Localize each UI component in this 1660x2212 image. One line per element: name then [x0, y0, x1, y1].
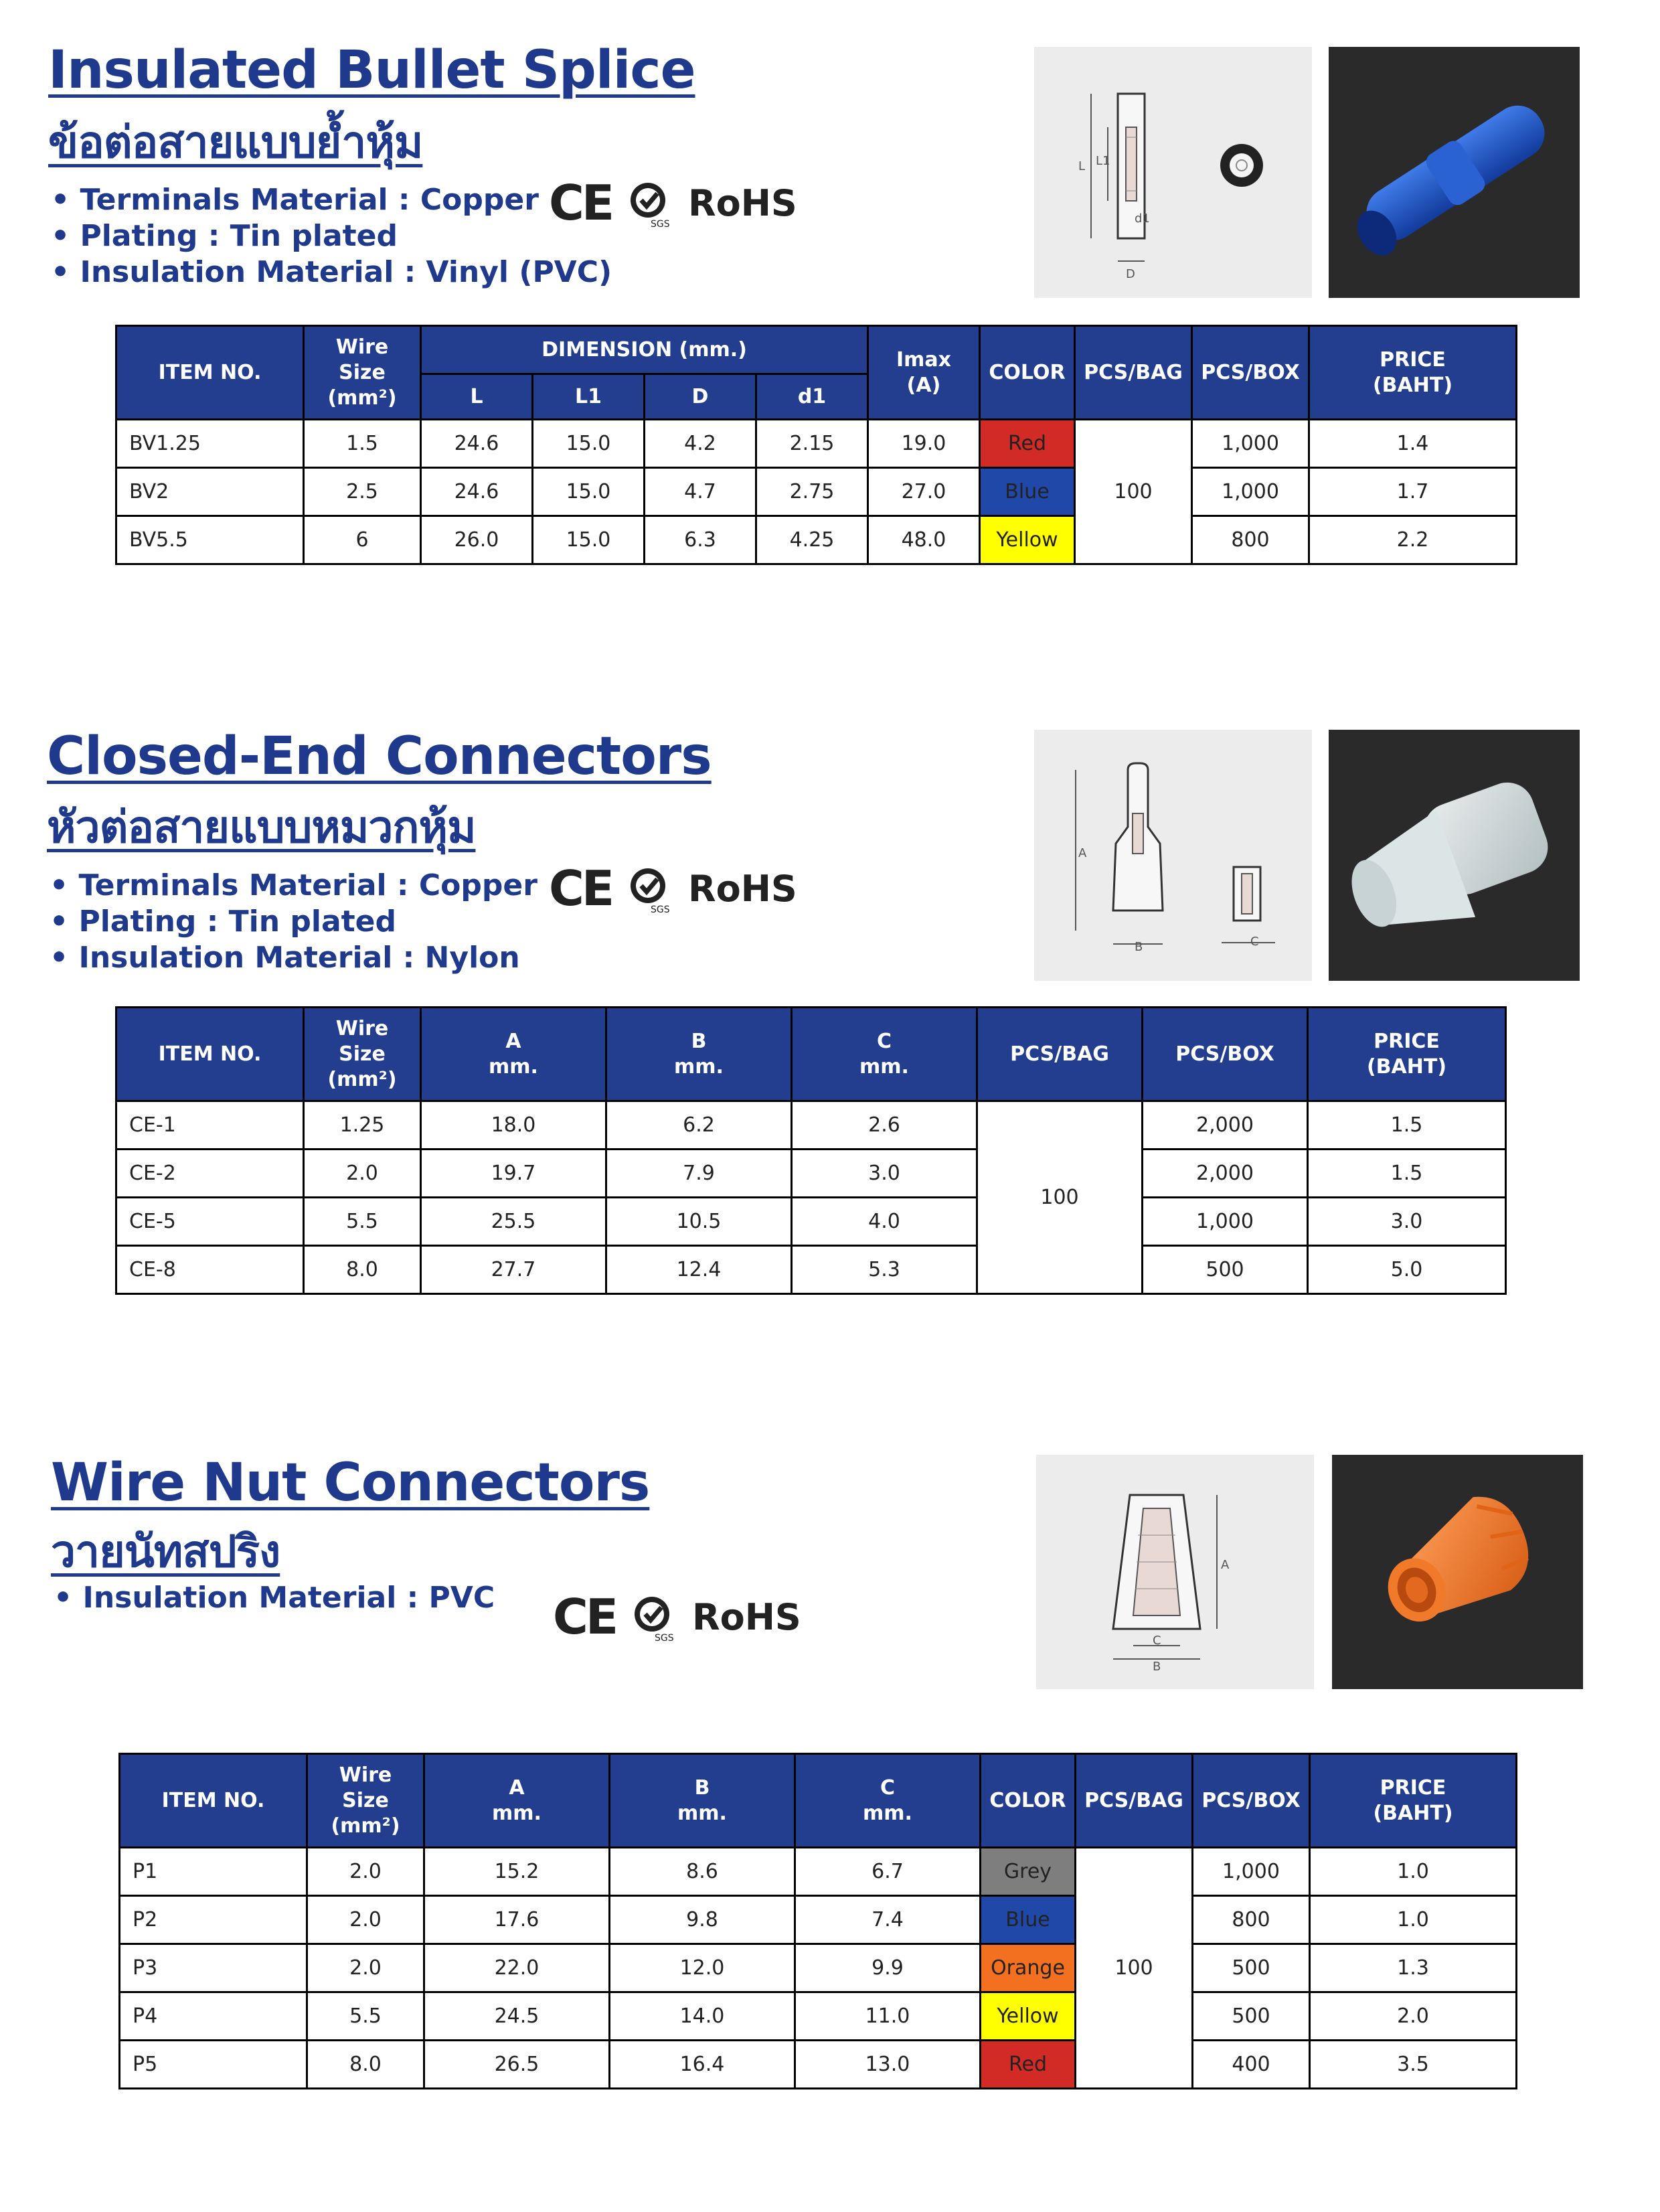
section-3-technical-drawing	[1036, 1455, 1314, 1689]
cell-pcs-box: 800	[1192, 516, 1309, 564]
cell-color: Yellow	[980, 516, 1075, 564]
sgs-label: SGS	[651, 219, 670, 230]
header-pcs-bag: PCS/BAG	[977, 1008, 1143, 1101]
cell-pcs-bag: 100	[977, 1101, 1143, 1294]
cell-pcs-box: 2,000	[1143, 1101, 1308, 1150]
header-pcs-box: PCS/BOX	[1193, 1754, 1310, 1848]
header-dim-l: L	[421, 374, 533, 420]
cell-item: P4	[120, 1992, 307, 2041]
cell-c: 4.0	[792, 1198, 977, 1246]
cell-b: 7.9	[606, 1150, 792, 1198]
cell-c: 2.6	[792, 1101, 977, 1150]
dim-label: D	[1126, 267, 1135, 281]
cell-price: 1.0	[1310, 1896, 1517, 1944]
spec-item: • Insulation Material : Vinyl (PVC)	[51, 254, 612, 291]
spec-item: • Terminals Material : Copper	[51, 182, 612, 218]
cell-imax: 48.0	[868, 516, 980, 564]
cell-color: Grey	[981, 1848, 1076, 1896]
spec-item: • Terminals Material : Copper	[50, 868, 537, 904]
cell-wire: 8.0	[307, 2041, 424, 2089]
section-2-spec-list	[50, 868, 537, 976]
table-row	[116, 1101, 1506, 1150]
dim-label: A	[1221, 1558, 1230, 1572]
table-row	[120, 1944, 1517, 1992]
header-item-no: ITEM NO.	[116, 1008, 304, 1101]
cell-item: BV2	[116, 468, 304, 516]
section-2-title-en: Closed-End Connectors	[47, 726, 712, 787]
header-dim-d1: d1	[756, 374, 868, 420]
cell-price: 1.4	[1309, 420, 1517, 468]
cell-wire: 8.0	[304, 1246, 421, 1294]
cell-l: 26.0	[421, 516, 533, 564]
cell-wire: 5.5	[307, 1992, 424, 2041]
cell-price: 5.0	[1308, 1246, 1506, 1294]
cell-b: 8.6	[610, 1848, 795, 1896]
cell-price: 2.2	[1309, 516, 1517, 564]
header-dimension: DIMENSION (mm.)	[421, 326, 868, 374]
cell-pcs-box: 1,000	[1143, 1198, 1308, 1246]
header-color: COLOR	[981, 1754, 1076, 1848]
cell-color: Red	[981, 2041, 1076, 2089]
cell-price: 1.0	[1310, 1848, 1517, 1896]
cell-wire: 2.5	[304, 468, 421, 516]
section-1-title-th: ข้อต่อสายแบบย้ำหุ้ม	[48, 116, 423, 168]
cell-a: 22.0	[424, 1944, 610, 1992]
cell-c: 3.0	[792, 1150, 977, 1198]
cell-price: 1.7	[1309, 468, 1517, 516]
header-price: PRICE (BAHT)	[1308, 1008, 1506, 1101]
ce-mark-icon: CE	[549, 860, 612, 917]
dim-label: C	[1250, 935, 1259, 949]
cell-l: 24.6	[421, 420, 533, 468]
cell-item: CE-8	[116, 1246, 304, 1294]
cell-pcs-box: 1,000	[1193, 1848, 1310, 1896]
section-3-spec-table	[118, 1753, 1517, 2089]
spec-item: • Insulation Material : PVC	[54, 1580, 495, 1616]
cell-c: 5.3	[792, 1246, 977, 1294]
cell-item: CE-1	[116, 1101, 304, 1150]
cell-c: 11.0	[795, 1992, 981, 2041]
table-row	[116, 1150, 1506, 1198]
rohs-mark: RoHS	[688, 867, 797, 910]
ce-mark-icon: CE	[549, 175, 612, 231]
cell-price: 1.5	[1308, 1101, 1506, 1150]
header-dim-a: A mm.	[424, 1754, 610, 1848]
cell-wire: 5.5	[304, 1198, 421, 1246]
cell-pcs-box: 2,000	[1143, 1150, 1308, 1198]
cell-color: Blue	[980, 468, 1075, 516]
header-dim-a: A mm.	[421, 1008, 606, 1101]
cell-wire: 2.0	[307, 1896, 424, 1944]
header-price: PRICE (BAHT)	[1310, 1754, 1517, 1848]
cell-item: P1	[120, 1848, 307, 1896]
header-price: PRICE (BAHT)	[1309, 326, 1517, 420]
sgs-check-icon	[631, 1590, 677, 1644]
spec-item: • Plating : Tin plated	[50, 904, 537, 940]
section-2-title-th: หัวต่อสายแบบหมวกหุ้ม	[47, 801, 476, 853]
cell-l1: 15.0	[533, 516, 645, 564]
cell-pcs-box: 500	[1143, 1246, 1308, 1294]
header-dim-c: C mm.	[795, 1754, 981, 1848]
cell-price: 1.3	[1310, 1944, 1517, 1992]
dim-label: B	[1153, 1660, 1161, 1674]
cell-price: 3.5	[1310, 2041, 1517, 2089]
sgs-check-icon	[627, 176, 673, 230]
ce-mark-icon: CE	[553, 1589, 616, 1645]
dim-label: d1	[1135, 212, 1150, 226]
cell-pcs-box: 800	[1193, 1896, 1310, 1944]
table-row	[116, 1246, 1506, 1294]
section-2-spec-table	[115, 1006, 1507, 1295]
cell-wire: 1.5	[304, 420, 421, 468]
dim-label: C	[1153, 1634, 1161, 1648]
section-2-product-photo	[1329, 730, 1580, 981]
cell-wire: 6	[304, 516, 421, 564]
cell-item: CE-5	[116, 1198, 304, 1246]
section-3-title-en: Wire Nut Connectors	[51, 1453, 650, 1513]
cell-b: 12.4	[606, 1246, 792, 1294]
cell-c: 6.7	[795, 1848, 981, 1896]
section-3-product-photo	[1332, 1455, 1583, 1689]
cell-b: 16.4	[610, 2041, 795, 2089]
table-row	[120, 1896, 1517, 1944]
cell-a: 19.7	[421, 1150, 606, 1198]
cell-color: Red	[980, 420, 1075, 468]
cell-a: 26.5	[424, 2041, 610, 2089]
cell-pcs-box: 1,000	[1192, 420, 1309, 468]
section-3-title-th: วายนัทสปริง	[51, 1526, 280, 1577]
header-wire-size: Wire Size (mm²)	[304, 326, 421, 420]
cell-b: 6.2	[606, 1101, 792, 1150]
dim-label: A	[1078, 846, 1087, 860]
cell-d1: 2.75	[756, 468, 868, 516]
table-row	[116, 420, 1517, 468]
section-1-spec-table	[115, 325, 1517, 565]
cell-pcs-bag: 100	[1075, 420, 1192, 564]
section-1-spec-list	[51, 182, 612, 291]
header-wire-size: Wire Size (mm²)	[307, 1754, 424, 1848]
section-2-cert-badges	[549, 858, 797, 919]
cell-imax: 27.0	[868, 468, 980, 516]
spec-item: • Plating : Tin plated	[51, 218, 612, 254]
cell-item: BV5.5	[116, 516, 304, 564]
cell-b: 10.5	[606, 1198, 792, 1246]
sgs-label: SGS	[655, 1633, 674, 1644]
cell-d: 4.2	[645, 420, 756, 468]
cell-d1: 4.25	[756, 516, 868, 564]
rohs-mark: RoHS	[692, 1595, 801, 1638]
cell-d1: 2.15	[756, 420, 868, 468]
table-row	[120, 1848, 1517, 1896]
table-row	[116, 468, 1517, 516]
section-1-title-en: Insulated Bullet Splice	[48, 40, 695, 100]
cell-b: 14.0	[610, 1992, 795, 2041]
cell-c: 9.9	[795, 1944, 981, 1992]
cell-a: 24.5	[424, 1992, 610, 2041]
cell-b: 12.0	[610, 1944, 795, 1992]
cell-a: 25.5	[421, 1198, 606, 1246]
sgs-label: SGS	[651, 904, 670, 915]
table-row	[116, 1198, 1506, 1246]
header-dim-l1: L1	[533, 374, 645, 420]
cell-color: Yellow	[981, 1992, 1076, 2041]
cell-item: P2	[120, 1896, 307, 1944]
table-row	[120, 2041, 1517, 2089]
cell-price: 3.0	[1308, 1198, 1506, 1246]
header-dim-d: D	[645, 374, 756, 420]
header-pcs-bag: PCS/BAG	[1076, 1754, 1193, 1848]
cell-pcs-box: 500	[1193, 1944, 1310, 1992]
header-dim-b: B mm.	[610, 1754, 795, 1848]
header-color: COLOR	[980, 326, 1075, 420]
cell-wire: 2.0	[307, 1944, 424, 1992]
cell-item: CE-2	[116, 1150, 304, 1198]
cell-a: 15.2	[424, 1848, 610, 1896]
cell-d: 6.3	[645, 516, 756, 564]
cell-l: 24.6	[421, 468, 533, 516]
cell-d: 4.7	[645, 468, 756, 516]
header-pcs-box: PCS/BOX	[1143, 1008, 1308, 1101]
table-row	[120, 1992, 1517, 2041]
cell-pcs-box: 500	[1193, 1992, 1310, 2041]
cell-c: 7.4	[795, 1896, 981, 1944]
rohs-mark: RoHS	[688, 181, 797, 224]
cell-item: BV1.25	[116, 420, 304, 468]
cell-color: Orange	[981, 1944, 1076, 1992]
cell-l1: 15.0	[533, 420, 645, 468]
cell-wire: 2.0	[304, 1150, 421, 1198]
cell-pcs-box: 400	[1193, 2041, 1310, 2089]
section-1-product-photo	[1329, 47, 1580, 298]
cell-pcs-bag: 100	[1076, 1848, 1193, 2089]
dim-label: B	[1135, 940, 1143, 954]
cell-wire: 1.25	[304, 1101, 421, 1150]
cell-wire: 2.0	[307, 1848, 424, 1896]
header-imax: Imax (A)	[868, 326, 980, 420]
cell-a: 18.0	[421, 1101, 606, 1150]
spec-item: • Insulation Material : Nylon	[50, 940, 537, 976]
section-3-cert-badges	[553, 1587, 801, 1647]
cell-pcs-box: 1,000	[1192, 468, 1309, 516]
cell-item: P5	[120, 2041, 307, 2089]
header-pcs-bag: PCS/BAG	[1075, 326, 1192, 420]
cell-a: 27.7	[421, 1246, 606, 1294]
header-item-no: ITEM NO.	[120, 1754, 307, 1848]
table-row	[116, 516, 1517, 564]
cell-l1: 15.0	[533, 468, 645, 516]
header-dim-c: C mm.	[792, 1008, 977, 1101]
dim-label: L1	[1096, 154, 1110, 168]
section-2-technical-drawing	[1034, 730, 1312, 981]
cell-price: 1.5	[1308, 1150, 1506, 1198]
header-pcs-box: PCS/BOX	[1192, 326, 1309, 420]
cell-a: 17.6	[424, 1896, 610, 1944]
cell-price: 2.0	[1310, 1992, 1517, 2041]
section-1-cert-badges	[549, 173, 797, 233]
header-item-no: ITEM NO.	[116, 326, 304, 420]
header-wire-size: Wire Size (mm²)	[304, 1008, 421, 1101]
cell-b: 9.8	[610, 1896, 795, 1944]
cell-c: 13.0	[795, 2041, 981, 2089]
dim-label: L	[1078, 159, 1086, 173]
section-3-spec-list	[54, 1580, 495, 1616]
cell-imax: 19.0	[868, 420, 980, 468]
header-dim-b: B mm.	[606, 1008, 792, 1101]
sgs-check-icon	[627, 862, 673, 915]
cell-item: P3	[120, 1944, 307, 1992]
cell-color: Blue	[981, 1896, 1076, 1944]
section-1-technical-drawing	[1034, 47, 1312, 298]
